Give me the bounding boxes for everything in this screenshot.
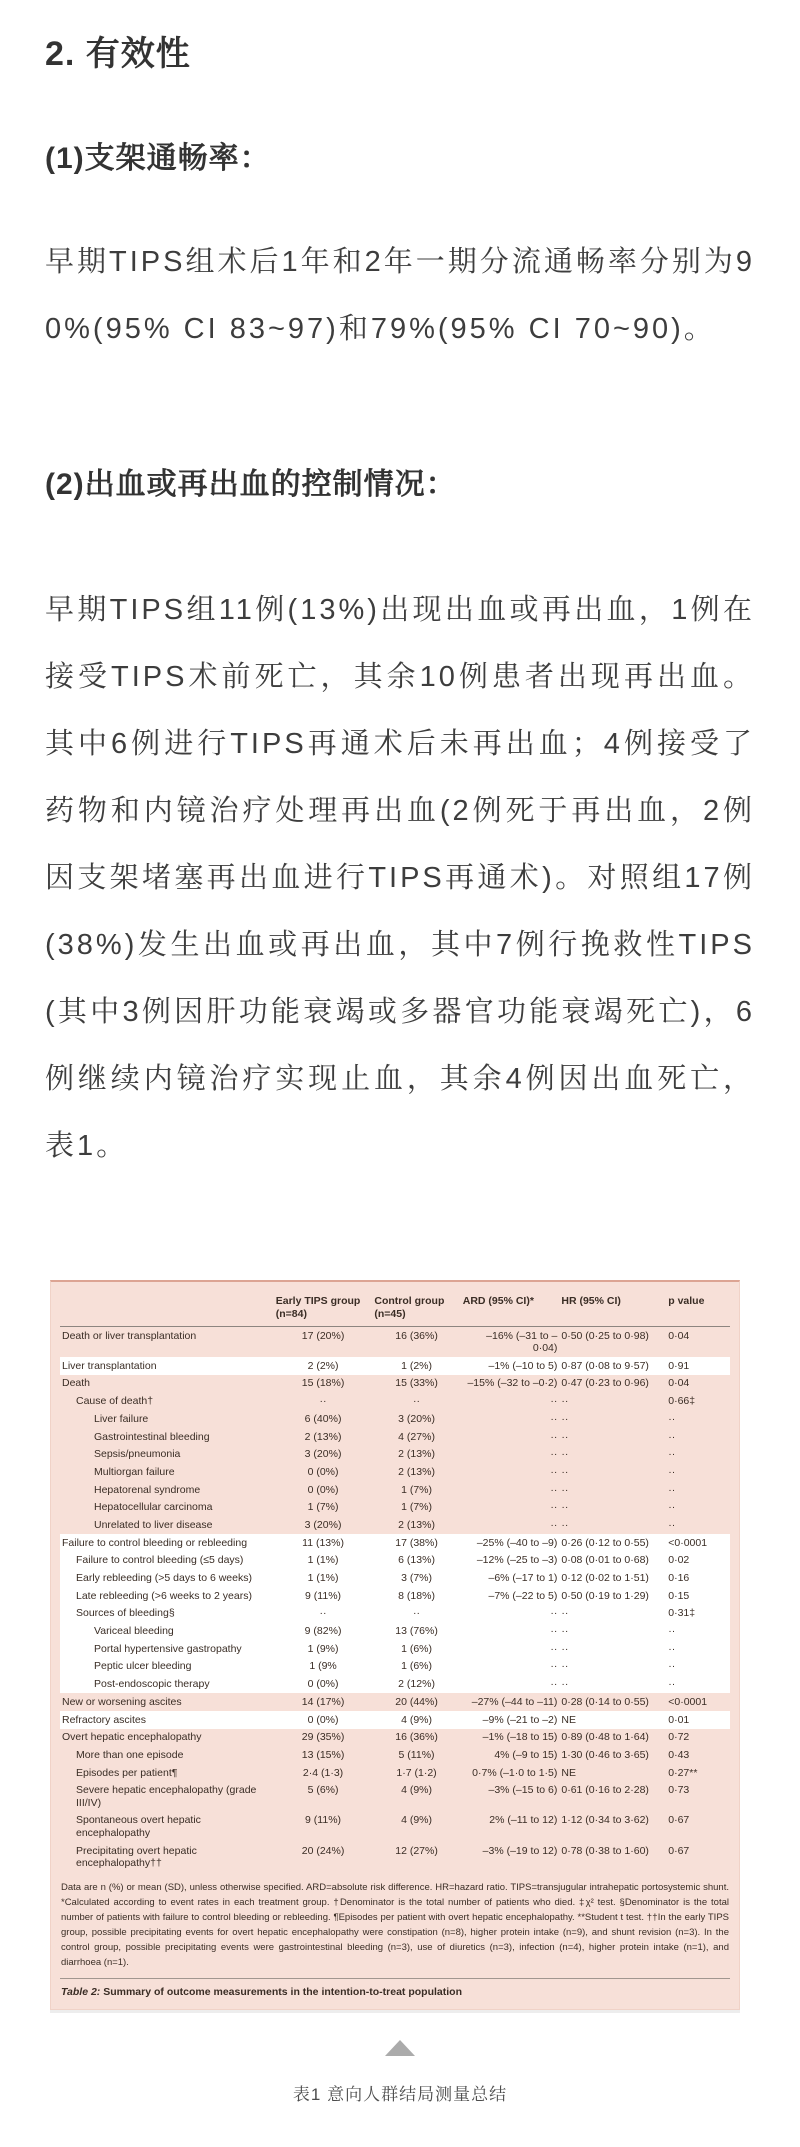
row-label: Variceal bleeding [94, 1625, 174, 1638]
table-cell: –15% (–32 to –0·2) [467, 1377, 558, 1390]
table-cell: 0·01 [668, 1713, 690, 1726]
table-cell: 4 (9%) [401, 1814, 433, 1827]
column-header: Early TIPS group (n=84) [274, 1282, 373, 1327]
row-label: Peptic ulcer bleeding [94, 1660, 192, 1673]
table-cell: ·· [550, 1501, 558, 1514]
paragraph-bleeding-control: 早期TIPS组11例(13%)出现出血或再出血，1例在接受TIPS术前死亡，其余10例患者出现再出血。其中6例进行TIPS再通术后未再出血；4例接受了药物和内镜治疗处理再出血(2例死于再出血，2例因支架堵塞再出血进行TIPS再通术)。对照组17例(38%)发生出血或再出血，其中7例行挽救性TIPS(其中3例因肝功能衰竭或多器官功能衰竭死亡)，6例继续内镜治疗实现止血，其余4例因出血死亡，表1。 [45, 594, 755, 1162]
table-cell: ·· [413, 1607, 421, 1620]
table-cell: ·· [550, 1660, 558, 1673]
table-cell: ·· [561, 1678, 569, 1691]
table-row [60, 1746, 730, 1764]
table-row [60, 1446, 730, 1464]
table-cell: 16 (36%) [395, 1329, 438, 1342]
table-cell: 0·72 [668, 1731, 690, 1744]
table-cell: 0·87 (0·08 to 9·57) [561, 1359, 649, 1372]
table-row [60, 1764, 730, 1782]
table-cell: 8 (18%) [398, 1589, 435, 1602]
table-cell: ·· [668, 1660, 676, 1673]
table-cell: –1% (–10 to 5) [488, 1359, 558, 1372]
table-row [60, 1499, 730, 1517]
table-cell: ·· [319, 1395, 327, 1408]
table-cell: 11 (13%) [302, 1536, 344, 1549]
table-row [60, 1410, 730, 1428]
table-footnote: Data are n (%) or mean (SD), unless otherwise specified. ARD=absolute risk difference. HR=hazard ratio. TIPS=transjugular intrahepatic portosystemic shunt. *Calculated according to event rates in each treatment group. †Denominator is the total number of patients who died. ‡χ² test. §Denominator is the total number of patients with failure to control bleeding or rebleeding. ¶Episodes per patient with overt hepatic encephalopathy. **Student t test. ††In the early TIPS group, possible precipitating events for overt hepatic encephalopathy were constipation (n=8), higher protein intake (n=9), and shunt revision (n=3). In the control group, possible precipitating events were gastrointestinal bleeding (n=3), use of diuretics (n=3), infection (n=4), higher protein intake (n=1), and diarrhoea (n=1). [61, 1882, 729, 1969]
table-cell: 4 (9%) [401, 1784, 433, 1797]
table-cell: ·· [550, 1483, 558, 1496]
table-cell: 2 (13%) [304, 1430, 342, 1443]
table-cell: ·· [668, 1483, 676, 1496]
table-cell: –6% (–17 to 1) [488, 1572, 558, 1585]
column-header: Control group (n=45) [372, 1282, 460, 1327]
table-row [60, 1534, 730, 1552]
table-cell: ·· [550, 1607, 558, 1620]
table-cell: ·· [561, 1501, 569, 1514]
table-row [60, 1516, 730, 1534]
collapse-triangle-icon[interactable] [385, 2040, 415, 2056]
table-cell: ·· [550, 1625, 558, 1638]
table-cell: ·· [561, 1660, 569, 1673]
row-label: Hepatocellular carcinoma [94, 1501, 213, 1514]
table-cell: ·· [668, 1518, 676, 1531]
table-cell: –16% (–31 to –0·04) [486, 1329, 558, 1355]
table-row [60, 1428, 730, 1446]
row-label: Death [62, 1377, 91, 1390]
row-label: Episodes per patient¶ [76, 1766, 178, 1779]
row-label: Post-endoscopic therapy [94, 1678, 210, 1691]
table-cell: 4% (–9 to 15) [494, 1748, 558, 1761]
table-cell: ·· [561, 1607, 569, 1620]
table-cell: ·· [550, 1518, 558, 1531]
table-cell: 0·66‡ [668, 1395, 696, 1408]
row-label: Late rebleeding (>6 weeks to 2 years) [76, 1589, 252, 1602]
row-label: Overt hepatic encephalopathy [62, 1731, 202, 1744]
table-cell: 2 (2%) [307, 1359, 339, 1372]
row-label: Precipitating overt hepatic encephalopathy†† [76, 1844, 197, 1870]
table-cell: 2 (12%) [398, 1678, 435, 1691]
table-cell: 0·67 [668, 1814, 690, 1827]
table-cell: 1 (9%) [307, 1642, 339, 1655]
table-cell: 0·12 (0·02 to 1·51) [561, 1572, 649, 1585]
table-row [60, 1729, 730, 1747]
table-cell: ·· [668, 1642, 676, 1655]
table-cell: ·· [319, 1607, 327, 1620]
table-row [60, 1782, 730, 1812]
table-cell: NE [561, 1766, 576, 1779]
table-row [60, 1693, 730, 1711]
table-cell: 20 (44%) [395, 1695, 438, 1708]
table-cell: ·· [550, 1395, 558, 1408]
table-cell: 0·08 (0·01 to 0·68) [561, 1554, 649, 1567]
column-header [60, 1282, 274, 1327]
table-cell: 0·7% (–1·0 to 1·5) [472, 1766, 558, 1779]
table-cell: 1·12 (0·34 to 3·62) [561, 1814, 649, 1827]
table-cell: ·· [561, 1448, 569, 1461]
table-cell: 15 (33%) [395, 1377, 438, 1390]
table-cell: ·· [668, 1430, 676, 1443]
table-cell: 0·91 [668, 1359, 690, 1372]
table-cell: ·· [561, 1483, 569, 1496]
subsection-title-bleeding-control: (2)出血或再出血的控制情况： [45, 468, 457, 501]
table-cell: ·· [668, 1448, 676, 1461]
table-cell: 1 (7%) [401, 1483, 433, 1496]
table-cell: ·· [668, 1412, 676, 1425]
table-cell: 1 (2%) [401, 1359, 433, 1372]
table-cell: –3% (–15 to 6) [488, 1784, 558, 1797]
table-cell: 0·27** [668, 1766, 698, 1779]
table-cell: 3 (20%) [398, 1412, 435, 1425]
table-cell: ·· [668, 1625, 676, 1638]
table-caption [60, 1979, 730, 2009]
table-cell: –7% (–22 to 5) [488, 1589, 558, 1602]
table-row [60, 1357, 730, 1375]
table-cell: 0·02 [668, 1554, 690, 1567]
table-cell: 2 (13%) [398, 1465, 435, 1478]
table-cell: 15 (18%) [301, 1377, 345, 1390]
row-label: Multiorgan failure [94, 1465, 175, 1478]
table-row [60, 1463, 730, 1481]
table-cell: 0·04 [668, 1377, 690, 1390]
table-row [60, 1676, 730, 1694]
table-cell: 0 (0%) [307, 1465, 339, 1478]
table-caption-text: Summary of outcome measurements in the intention-to-treat population [100, 1986, 462, 1999]
row-label: Portal hypertensive gastropathy [94, 1642, 242, 1655]
table-cell: ·· [550, 1465, 558, 1478]
table-cell: –9% (–21 to –2) [482, 1713, 558, 1726]
table-cell: ·· [561, 1518, 569, 1531]
table-row [60, 1481, 730, 1499]
table-row [60, 1842, 730, 1872]
subsection-title-patency: (1)支架通畅率： [45, 142, 271, 175]
table-cell: 9 (82%) [304, 1625, 342, 1638]
table-row [60, 1569, 730, 1587]
table-cell: ·· [561, 1395, 569, 1408]
table-cell: 1 (1%) [307, 1572, 339, 1585]
table-row [60, 1393, 730, 1411]
article-body [0, 26, 800, 2105]
table-cell: ·· [561, 1430, 569, 1443]
table-cell: 1 (1%) [307, 1554, 339, 1567]
table-cell: –25% (–40 to –9) [476, 1536, 558, 1549]
row-label: Refractory ascites [62, 1713, 147, 1726]
table-cell: 20 (24%) [301, 1844, 345, 1857]
table-cell: 17 (38%) [395, 1536, 438, 1549]
table-cell: 2 (13%) [398, 1518, 435, 1531]
table-cell: –3% (–19 to 12) [482, 1844, 558, 1857]
table-row [60, 1658, 730, 1676]
table-cell: 0·50 (0·19 to 1·29) [561, 1589, 649, 1602]
table-cell: 2·4 (1·3) [302, 1766, 344, 1779]
row-label: Severe hepatic encephalopathy (grade III/IV) [76, 1784, 257, 1809]
table-cell: 5 (11%) [398, 1748, 435, 1761]
row-label: New or worsening ascites [62, 1695, 182, 1708]
table-cell: 12 (27%) [395, 1844, 438, 1857]
row-label: Unrelated to liver disease [94, 1518, 213, 1531]
table-cell: ·· [561, 1642, 569, 1655]
table-cell: 1·30 (0·46 to 3·65) [561, 1748, 649, 1761]
outcome-table [60, 1282, 730, 1872]
table-row [60, 1640, 730, 1658]
table-cell: 0 (0%) [307, 1483, 339, 1496]
table-cell: ·· [550, 1642, 558, 1655]
table-cell: 16 (36%) [395, 1731, 438, 1744]
table-cell: ·· [668, 1465, 676, 1478]
table-caption-label: Table 2: [61, 1986, 101, 1999]
table-row [60, 1587, 730, 1605]
table-row [60, 1552, 730, 1570]
table-cell: 13 (15%) [301, 1748, 345, 1761]
table-cell: 1 (7%) [307, 1501, 339, 1514]
table-cell: 0 (0%) [307, 1678, 339, 1691]
table-row [60, 1375, 730, 1393]
table-cell: 0·50 (0·25 to 0·98) [561, 1329, 649, 1342]
table-cell: ·· [550, 1412, 558, 1425]
paragraph-patency: 早期TIPS组术后1年和2年一期分流通畅率分别为90%(95% CI 83~97)和79%(95% CI 70~90)。 [45, 246, 755, 345]
table-cell: 4 (27%) [398, 1430, 435, 1443]
row-label: More than one episode [76, 1748, 184, 1761]
table-cell: 0·04 [668, 1329, 690, 1342]
table-cell: 5 (6%) [307, 1784, 339, 1797]
table-cell: 3 (7%) [401, 1572, 433, 1585]
row-label: Liver failure [94, 1412, 149, 1425]
section-title: 2. 有效性 [45, 35, 191, 73]
table-cell: 0·61 (0·16 to 2·28) [561, 1784, 649, 1797]
table-cell: 0·78 (0·38 to 1·60) [561, 1844, 649, 1857]
table-cell: –27% (–44 to –11) [471, 1695, 558, 1708]
table-cell: 9 (11%) [305, 1589, 342, 1602]
table-cell: 29 (35%) [301, 1731, 345, 1744]
table-cell: ·· [550, 1448, 558, 1461]
table-cell: 17 (20%) [301, 1329, 345, 1342]
table-cell: 0·31‡ [668, 1607, 696, 1620]
outcome-table-figure [50, 1280, 740, 2010]
table-cell: –1% (–18 to 15) [482, 1731, 558, 1744]
table-cell: <0·0001 [668, 1695, 708, 1708]
table-cell: ·· [668, 1501, 676, 1514]
table-row [60, 1812, 730, 1842]
table-cell: 1 (6%) [401, 1642, 433, 1655]
row-label: Liver transplantation [62, 1359, 157, 1372]
column-header: p value [666, 1282, 730, 1327]
table-cell: 9 (11%) [305, 1814, 342, 1827]
table-cell: 0·26 (0·12 to 0·55) [561, 1536, 649, 1549]
table-row [60, 1605, 730, 1623]
table-cell: 0·28 (0·14 to 0·55) [561, 1695, 649, 1708]
table-cell: 0·15 [668, 1589, 690, 1602]
row-label: Sources of bleeding§ [76, 1607, 175, 1620]
column-header: ARD (95% CI)* [461, 1282, 560, 1327]
row-label: Death or liver transplantation [62, 1329, 197, 1342]
table-cell: 3 (20%) [304, 1518, 342, 1531]
table-row [60, 1327, 730, 1358]
table-cell: 0·47 (0·23 to 0·96) [561, 1377, 649, 1390]
table-cell: 1 (7%) [401, 1501, 433, 1514]
row-label: Sepsis/pneumonia [94, 1448, 181, 1461]
table-cell: –12% (–25 to –3) [476, 1554, 558, 1567]
table-row [60, 1623, 730, 1641]
table-cell: 0 (0%) [307, 1713, 339, 1726]
table-cell: 1 (9% [309, 1660, 337, 1673]
table-cell: 1 (6%) [401, 1660, 433, 1673]
table-cell: ·· [561, 1465, 569, 1478]
table-cell: 13 (76%) [395, 1625, 438, 1638]
table-cell: ·· [561, 1625, 569, 1638]
row-label: Cause of death† [76, 1395, 154, 1408]
table-cell: ·· [668, 1678, 676, 1691]
table-cell: ·· [550, 1430, 558, 1443]
column-header: HR (95% CI) [559, 1282, 666, 1327]
row-label: Spontaneous overt hepatic encephalopathy [76, 1814, 201, 1839]
table-row [60, 1711, 730, 1729]
table-cell: 0·16 [668, 1572, 690, 1585]
table-header-row [60, 1282, 730, 1327]
table-cell: 3 (20%) [304, 1448, 342, 1461]
table-cell: 14 (17%) [301, 1695, 345, 1708]
row-label: Failure to control bleeding or rebleeding [62, 1536, 248, 1549]
table-cell: 4 (9%) [401, 1713, 433, 1726]
table-cell: NE [561, 1713, 576, 1726]
row-label: Gastrointestinal bleeding [94, 1430, 210, 1443]
row-label: Failure to control bleeding (≤5 days) [76, 1554, 244, 1567]
table-cell: 6 (40%) [304, 1412, 342, 1425]
table-cell: <0·0001 [668, 1536, 708, 1549]
table-cell: 6 (13%) [398, 1554, 435, 1567]
row-label: Early rebleeding (>5 days to 6 weeks) [76, 1572, 252, 1585]
table-cell: 0·43 [668, 1748, 690, 1761]
table-cell: 2 (13%) [398, 1448, 435, 1461]
table-cell: 0·73 [668, 1784, 690, 1797]
table-cell: ·· [550, 1678, 558, 1691]
table-cell: ·· [413, 1395, 421, 1408]
table-cell: 0·67 [668, 1844, 690, 1857]
figure-caption: 表1 意向人群结局测量总结 [292, 2085, 508, 2105]
table-cell: 1·7 (1·2) [396, 1766, 437, 1779]
table-cell: 0·89 (0·48 to 1·64) [561, 1731, 649, 1744]
table-cell: 2% (–11 to 12) [489, 1814, 558, 1827]
table-cell: ·· [561, 1412, 569, 1425]
row-label: Hepatorenal syndrome [94, 1483, 201, 1496]
